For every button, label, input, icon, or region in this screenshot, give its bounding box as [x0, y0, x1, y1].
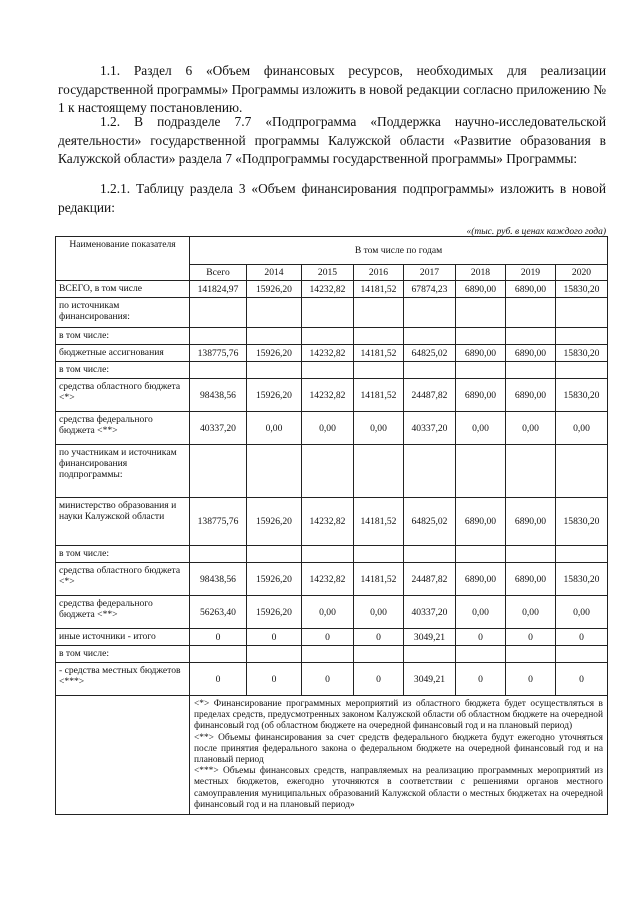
value-cell [354, 646, 404, 663]
value-cell: 40337,20 [404, 412, 456, 445]
column-header: 2017 [404, 265, 456, 281]
table-row [56, 412, 608, 445]
value-cell [354, 546, 404, 563]
value-cell [506, 298, 556, 328]
value-cell: 0,00 [354, 412, 404, 445]
value-cell [247, 646, 302, 663]
value-cell [302, 298, 354, 328]
value-cell: 14232,82 [302, 281, 354, 298]
value-cell: 0 [456, 663, 506, 696]
paragraph-1-2: 1.2. В подразделе 7.7 «Подпрограмма «Поддержка научно-исследовательской деятельности» государственной программы Калужской области «Развитие образования в Калужской области» раздела 7 «Подпрограммы государственной программы» Программы: [58, 114, 606, 166]
footnote: <*> Финансирование программных мероприятий из областного бюджета будет осуществляться в пределах средств, предусмотренных законом Калужской области об областном бюджете на очередной финансовый год (об областном бюджете на очередной финансовый год и на плановый период) [194, 699, 603, 732]
value-cell: 15926,20 [247, 345, 302, 362]
value-cell [190, 646, 247, 663]
value-cell [190, 362, 247, 379]
value-cell [354, 445, 404, 498]
row-label: министерство образования и науки Калужской области [56, 498, 190, 546]
row-label: в том числе: [56, 362, 190, 379]
row-label: в том числе: [56, 546, 190, 563]
value-cell [456, 546, 506, 563]
value-cell: 0 [354, 663, 404, 696]
table-row [56, 328, 608, 345]
value-cell: 14232,82 [302, 498, 354, 546]
value-cell [190, 328, 247, 345]
value-cell: 6890,00 [456, 498, 506, 546]
table-row [56, 281, 608, 298]
value-cell [354, 298, 404, 328]
value-cell: 15830,20 [556, 345, 608, 362]
value-cell: 15830,20 [556, 281, 608, 298]
value-cell: 0 [506, 663, 556, 696]
row-label: по участникам и источникам финансирования подпрограммы: [56, 445, 190, 498]
value-cell: 14232,82 [302, 379, 354, 412]
value-cell [404, 362, 456, 379]
footnotes-spacer [56, 696, 190, 815]
value-cell: 15830,20 [556, 498, 608, 546]
value-cell [302, 646, 354, 663]
row-label: средства федерального бюджета <**> [56, 596, 190, 629]
value-cell: 0 [506, 629, 556, 646]
value-cell [506, 328, 556, 345]
value-cell: 40337,20 [404, 596, 456, 629]
value-cell: 0 [190, 629, 247, 646]
value-cell: 64825,02 [404, 345, 456, 362]
value-cell: 141824,97 [190, 281, 247, 298]
value-cell: 14181,52 [354, 345, 404, 362]
value-cell [556, 445, 608, 498]
value-cell: 0,00 [456, 412, 506, 445]
value-cell: 0,00 [556, 596, 608, 629]
row-label: средства областного бюджета <*> [56, 563, 190, 596]
value-cell: 0,00 [247, 412, 302, 445]
footnotes-row [56, 696, 608, 815]
value-cell: 6890,00 [456, 379, 506, 412]
value-cell: 24487,82 [404, 379, 456, 412]
value-cell: 6890,00 [506, 345, 556, 362]
value-cell [404, 445, 456, 498]
value-cell [556, 646, 608, 663]
table-row [56, 629, 608, 646]
value-cell [506, 546, 556, 563]
table-row [56, 498, 608, 546]
value-cell: 138775,76 [190, 345, 247, 362]
value-cell: 0 [556, 629, 608, 646]
value-cell: 15926,20 [247, 498, 302, 546]
value-cell: 0,00 [302, 596, 354, 629]
value-cell [354, 362, 404, 379]
value-cell [190, 546, 247, 563]
value-cell: 0 [190, 663, 247, 696]
value-cell: 98438,56 [190, 563, 247, 596]
value-cell [190, 445, 247, 498]
column-header: 2019 [506, 265, 556, 281]
value-cell: 0 [556, 663, 608, 696]
value-cell [506, 362, 556, 379]
paragraph-1-1: 1.1. Раздел 6 «Объем финансовых ресурсов, необходимых для реализации государственной программы» Программы изложить в новой редакции согласно приложению № 1 к настоящему постановлению. [58, 63, 606, 115]
value-cell: 15926,20 [247, 281, 302, 298]
value-cell: 24487,82 [404, 563, 456, 596]
footnotes-cell [190, 696, 608, 815]
column-header: 2018 [456, 265, 506, 281]
value-cell: 0,00 [456, 596, 506, 629]
value-cell [247, 298, 302, 328]
value-cell: 3049,21 [404, 629, 456, 646]
table-row [56, 345, 608, 362]
value-cell [302, 362, 354, 379]
value-cell: 0 [302, 629, 354, 646]
value-cell [456, 646, 506, 663]
header-years-group: В том числе по годам [190, 237, 608, 265]
value-cell: 6890,00 [456, 345, 506, 362]
value-cell: 14181,52 [354, 563, 404, 596]
value-cell: 6890,00 [506, 379, 556, 412]
table-row [56, 362, 608, 379]
value-cell: 14232,82 [302, 563, 354, 596]
value-cell: 0 [247, 663, 302, 696]
financing-table [55, 236, 608, 815]
value-cell [302, 445, 354, 498]
value-cell: 15830,20 [556, 379, 608, 412]
value-cell: 0 [247, 629, 302, 646]
value-cell [456, 445, 506, 498]
column-header: 2016 [354, 265, 404, 281]
row-label: в том числе: [56, 646, 190, 663]
value-cell: 0,00 [302, 412, 354, 445]
footnote: <**> Объемы финансирования за счет средств федерального бюджета будут ежегодно уточняться после принятия федерального закона о федеральном бюджете на очередной финансовый год и на плановый период [194, 732, 603, 766]
value-cell: 0 [302, 663, 354, 696]
table-row [56, 663, 608, 696]
value-cell: 6890,00 [506, 498, 556, 546]
table-row [56, 298, 608, 328]
value-cell: 6890,00 [456, 563, 506, 596]
value-cell [456, 362, 506, 379]
value-cell [556, 298, 608, 328]
value-cell [247, 362, 302, 379]
table-row [56, 445, 608, 498]
value-cell [404, 646, 456, 663]
value-cell [456, 298, 506, 328]
value-cell: 14181,52 [354, 498, 404, 546]
table-row [56, 646, 608, 663]
table-row [56, 596, 608, 629]
table-row [56, 546, 608, 563]
value-cell: 14232,82 [302, 345, 354, 362]
value-cell [556, 546, 608, 563]
value-cell [247, 328, 302, 345]
row-label: иные источники - итого [56, 629, 190, 646]
value-cell [404, 546, 456, 563]
value-cell: 3049,21 [404, 663, 456, 696]
value-cell: 15830,20 [556, 563, 608, 596]
row-label: средства областного бюджета <*> [56, 379, 190, 412]
value-cell: 0,00 [556, 412, 608, 445]
value-cell: 6890,00 [506, 281, 556, 298]
table-row [56, 563, 608, 596]
units-note: «(тыс. руб. в ценах каждого года) [466, 227, 606, 237]
value-cell: 0,00 [354, 596, 404, 629]
value-cell: 0 [354, 629, 404, 646]
header-name-cell: Наименование показателя [56, 237, 190, 281]
row-label: в том числе: [56, 328, 190, 345]
value-cell [354, 328, 404, 345]
row-label: бюджетные ассигнования [56, 345, 190, 362]
value-cell: 98438,56 [190, 379, 247, 412]
value-cell: 0 [456, 629, 506, 646]
value-cell [302, 546, 354, 563]
value-cell: 40337,20 [190, 412, 247, 445]
value-cell: 64825,02 [404, 498, 456, 546]
value-cell [506, 646, 556, 663]
value-cell: 138775,76 [190, 498, 247, 546]
column-header: Всего [190, 265, 247, 281]
value-cell: 56263,40 [190, 596, 247, 629]
value-cell: 6890,00 [506, 563, 556, 596]
paragraph-1-2-1: 1.2.1. Таблицу раздела 3 «Объем финансирования подпрограммы» изложить в новой редакции: [58, 181, 606, 215]
table-row [56, 379, 608, 412]
value-cell: 15926,20 [247, 596, 302, 629]
column-header: 2014 [247, 265, 302, 281]
column-header: 2015 [302, 265, 354, 281]
value-cell [556, 362, 608, 379]
value-cell: 14181,52 [354, 281, 404, 298]
row-label: средства федерального бюджета <**> [56, 412, 190, 445]
value-cell: 0,00 [506, 596, 556, 629]
value-cell [556, 328, 608, 345]
value-cell [302, 328, 354, 345]
value-cell: 6890,00 [456, 281, 506, 298]
footnote: <***> Объемы финансовых средств, направляемых на реализацию программных мероприятий из местных бюджетов, ежегодно уточняются в соответствии с решениями органов местного самоуправления муниципальных образований Калужской области о местных бюджетах на очередной финансовый год и на плановый период» [194, 766, 603, 810]
value-cell [506, 445, 556, 498]
value-cell: 0,00 [506, 412, 556, 445]
value-cell [190, 298, 247, 328]
row-label: - средства местных бюджетов <***> [56, 663, 190, 696]
value-cell: 67874,23 [404, 281, 456, 298]
value-cell [404, 298, 456, 328]
row-label: по источникам финансирования: [56, 298, 190, 328]
value-cell [247, 445, 302, 498]
value-cell: 15926,20 [247, 379, 302, 412]
value-cell [456, 328, 506, 345]
column-header: 2020 [556, 265, 608, 281]
value-cell: 14181,52 [354, 379, 404, 412]
value-cell [247, 546, 302, 563]
value-cell: 15926,20 [247, 563, 302, 596]
value-cell [404, 328, 456, 345]
row-label: ВСЕГО, в том числе [56, 281, 190, 298]
